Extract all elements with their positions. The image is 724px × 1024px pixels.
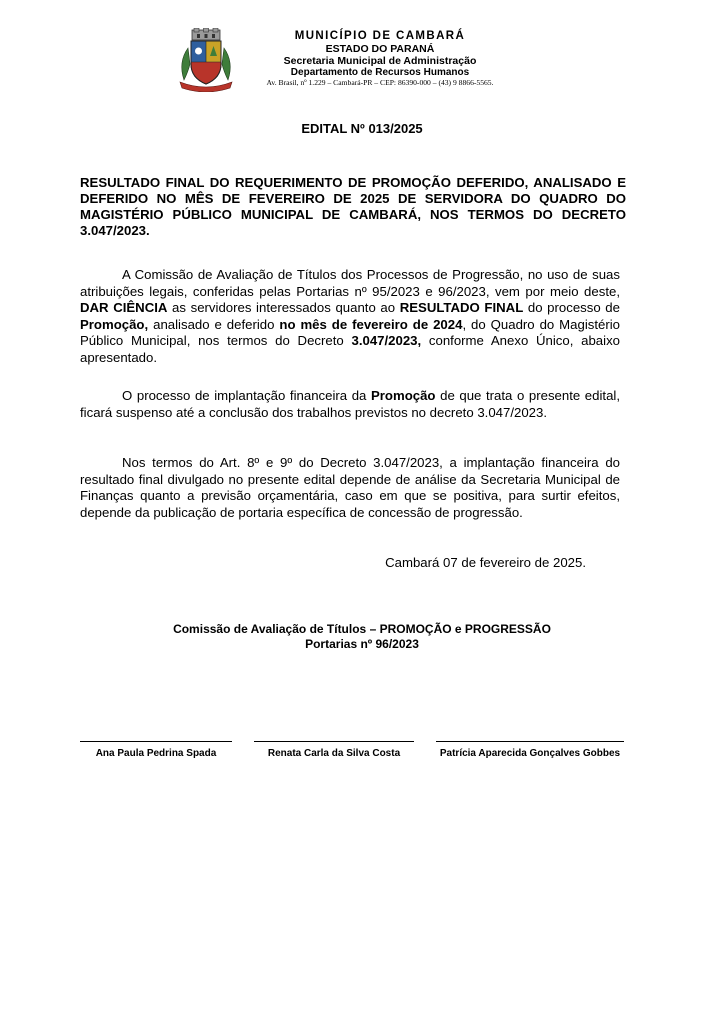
document-title: RESULTADO FINAL DO REQUERIMENTO DE PROMOÇÃO DEFERIDO, ANALISADO E DEFERIDO NO MÊS DE FEVEREIRO DE 2025 DE SERVIDORA DO QUADRO DO MAGISTÉRIO PÚBLICO MUNICIPAL DE CAMBARÁ, NOS TERMOS DO DECRETO 3.047/2023. [80,175,626,238]
committee-block [0,622,724,652]
signatory-name: Renata Carla da Silva Costa [267,748,401,759]
bold-run: Promoção [80,316,145,332]
department-name: Departamento de Recursos Humanos [290,67,470,79]
paragraph-3 [80,455,620,521]
bold-run: 3.047/2023, [351,333,422,348]
bold-run: DAR CIÊNCIA [80,300,168,315]
edital-heading [0,121,724,136]
signatory-name: Patrícia Aparecida Gonçalves Gobbes [439,748,621,759]
document-header [240,30,520,88]
text-run: Nos termos do Art. 8º e 9º do Decreto 3.047/2023, a implantação financeira do resultado final divulgado no presente edital depende de análise da Secretaria Municipal de Finanças quanto a previsão orçamentária, caso em que se positiva, para surtir efeitos, depende da publicação de portaria específica de concessão de progressão. [80,455,620,520]
edital-label: EDITAL Nº [301,121,365,136]
signatory-name: Ana Paula Pedrina Spada [95,748,217,759]
text-run: , do Quadro do Magistério Público Municipal, nos termos do Decreto [80,316,621,348]
paragraph-2 [80,388,620,421]
date-place: Cambará 07 de fevereiro de 2025. [385,555,586,570]
signature-line [80,741,232,742]
text-run: as servidores interessados quanto ao [172,300,396,315]
text-run: conforme Anexo Único, abaixo apresentado. [80,333,620,365]
coat-of-arms-icon [176,28,236,92]
text-run: analisado e deferido [153,316,275,332]
committee-ordinance: Portarias nº 96/2023 [305,637,419,651]
bold-run: no mês de fevereiro de 2024 [279,316,463,332]
text-run: do processo de [527,300,620,315]
signature-line [436,741,624,742]
underlined-comma: , [144,316,149,332]
paragraph-1 [80,267,620,366]
signature-2 [254,741,414,759]
bold-run: RESULTADO FINAL [399,300,524,315]
text-run: de que trata o presente edital, ficará suspenso até a conclusão dos trabalhos previstos no decreto 3.047/2023. [80,388,621,420]
state-name: ESTADO DO PARANÁ [325,43,435,56]
signature-3 [436,741,624,759]
committee-name: Comissão de Avaliação de Títulos – PROMOÇÃO e PROGRESSÃO [173,622,551,636]
signature-1 [80,741,232,759]
secretariat-name: Secretaria Municipal de Administração [283,55,477,68]
bold-run: Promoção [371,388,436,403]
edital-number: 013/2025 [368,121,423,136]
municipality-name: MUNICÍPIO DE CAMBARÁ [294,30,466,42]
text-run: A Comissão de Avaliação de Títulos dos Processos de Progressão, no uso de suas atribuições legais, conferidas pelas Portarias nº 95/2023 e 96/2023, vem por meio deste, [80,267,620,299]
text-run: O processo de implantação financeira da [122,388,367,403]
address-line: Av. Brasil, nº 1.229 – Cambará-PR – CEP: 86390-000 – (43) 9 8866-5565. [266,77,494,87]
signature-line [254,741,414,742]
